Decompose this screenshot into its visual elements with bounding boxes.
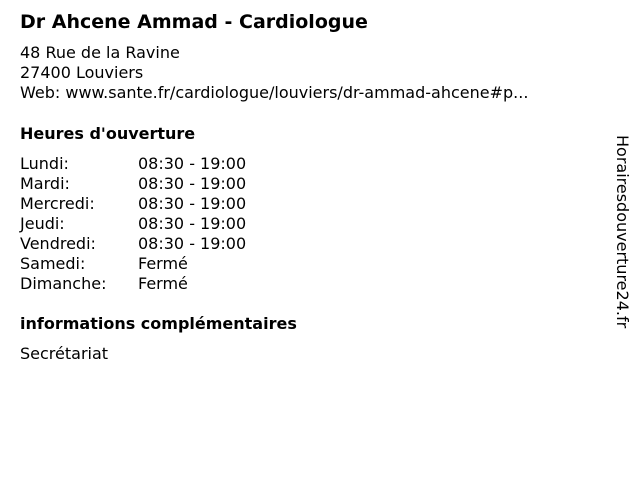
hours-row-lundi bbox=[20, 154, 280, 174]
info-heading: informations complémentaires bbox=[20, 314, 297, 333]
address-street: 48 Rue de la Ravine bbox=[20, 43, 180, 62]
hours-row-mardi bbox=[20, 174, 280, 194]
hours-row-samedi bbox=[20, 254, 280, 274]
day-label: Jeudi: bbox=[20, 214, 65, 233]
hours-heading: Heures d'ouverture bbox=[20, 124, 196, 143]
page-title: Dr Ahcene Ammad - Cardiologue bbox=[20, 11, 368, 33]
hours-row-mercredi bbox=[20, 194, 280, 214]
time-value: Fermé bbox=[138, 254, 188, 273]
day-label: Mercredi: bbox=[20, 194, 95, 213]
day-label: Lundi: bbox=[20, 154, 69, 173]
address-city: 27400 Louviers bbox=[20, 63, 144, 82]
time-value: Fermé bbox=[138, 274, 188, 293]
hours-row-vendredi bbox=[20, 234, 280, 254]
time-value: 08:30 - 19:00 bbox=[138, 154, 247, 173]
opening-hours-list bbox=[20, 154, 280, 294]
day-label: Mardi: bbox=[20, 174, 70, 193]
address-web: Web: www.sante.fr/cardiologue/louviers/dr-ammad-ahcene#p... bbox=[20, 83, 529, 102]
hours-row-dimanche bbox=[20, 274, 280, 294]
day-label: Samedi: bbox=[20, 254, 86, 273]
time-value: 08:30 - 19:00 bbox=[138, 194, 247, 213]
site-watermark: Horairesdouverture24.fr bbox=[613, 135, 632, 329]
address-block bbox=[20, 43, 528, 103]
hours-row-jeudi bbox=[20, 214, 280, 234]
day-label: Vendredi: bbox=[20, 234, 96, 253]
time-value: 08:30 - 19:00 bbox=[138, 234, 247, 253]
time-value: 08:30 - 19:00 bbox=[138, 174, 247, 193]
day-label: Dimanche: bbox=[20, 274, 107, 293]
time-value: 08:30 - 19:00 bbox=[138, 214, 247, 233]
info-text: Secrétariat bbox=[20, 344, 109, 363]
